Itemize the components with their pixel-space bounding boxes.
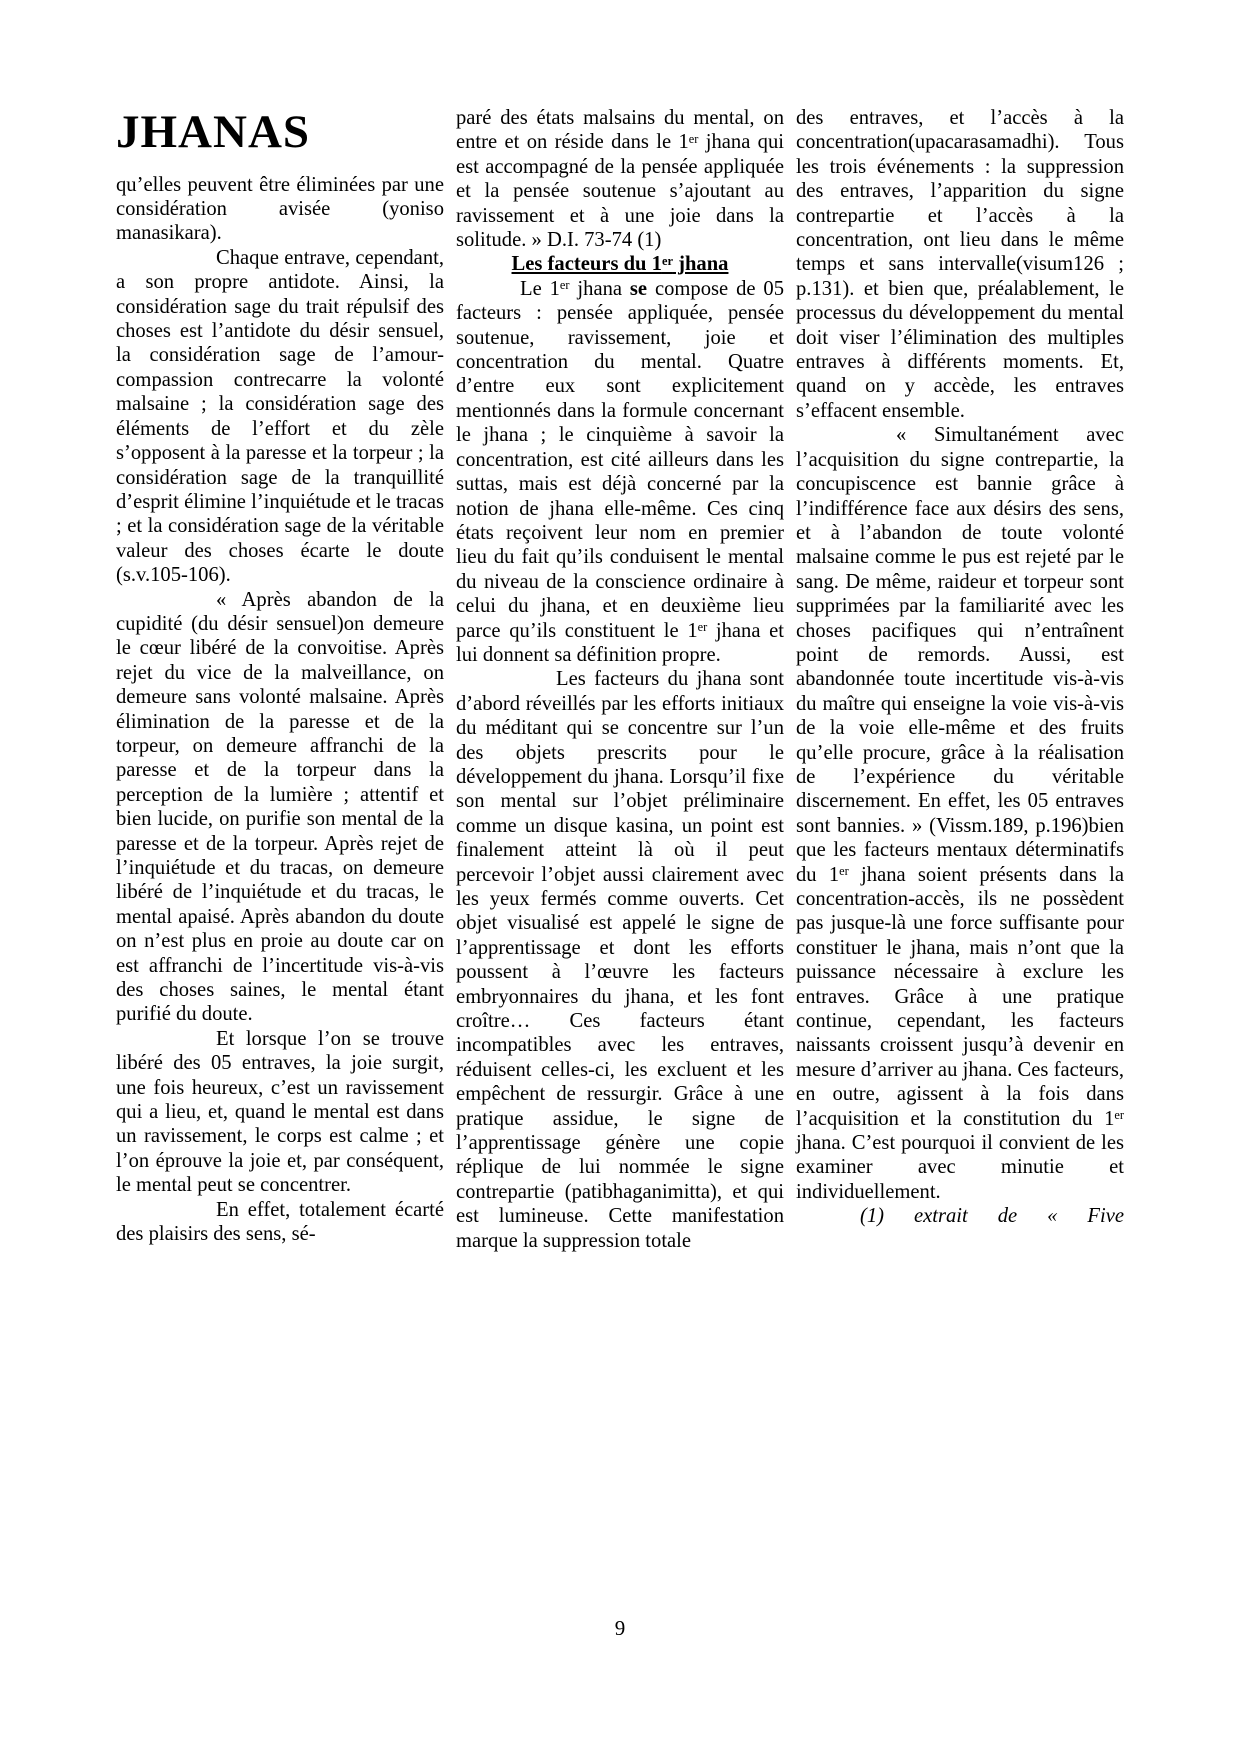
- paragraph: En effet, totalement écarté des plaisirs des sens, sé-: [116, 1198, 444, 1246]
- document-title: JHANAS: [116, 106, 311, 158]
- column-2: [456, 106, 784, 1253]
- paragraph: (1) extrait de « Five: [860, 1205, 1124, 1228]
- column-1: [116, 106, 444, 1253]
- superscript: er: [688, 131, 699, 146]
- superscript: er: [661, 253, 673, 268]
- paragraph: Et lorsque l’on se trouve libéré des 05 entraves, la joie surgit, une fois heureux, c’est un ravissement qui a lieu, et, quand le mental est dans un ravissement, le corps est calme ; et l’on éprouve la joie et, par conséquent, le mental peut se concentrer.: [116, 1027, 444, 1197]
- paragraph: qu’elles peuvent être éliminées par une considération avisée (yoniso manasikara).: [116, 173, 444, 245]
- paragraph: « Simultanément avec l’acquisition du signe contrepartie, la concupiscence est bannie grâce à l’indifférence face aux désirs des sens, et à l’abandon de toute volonté malsaine comme le pus est rejeté par le sang. De même, raideur et torpeur sont supprimées par la familiarité avec les choses pacifiques qui n’entraînent point de remords. Aussi, est abandonnée toute incertitude vis-à-vis du maître qui enseigne la voie vis-à-vis de la voie elle-même et des fruits qu’elle procure, grâce à la réalisation de l’expérience du véritable discernement. En effet, les 05 entraves sont bannies. » (Vissm.189, p.196)bien que les facteurs mentaux déterminatifs du 1er jhana soient présents dans la concentration-accès, ils ne possèdent pas jusque-là une force suffisante pour constituer le jhana, mais n’ont que la puissance nécessaire à exclure les entraves. Grâce à une pratique continue, cependant, les facteurs naissants croissent jusqu’à devenir en mesure d’arriver au jhana. Ces facteurs, en outre, agissent à la fois dans l’acquisition et la constitution du 1er jhana. C’est pourquoi il convient de les examiner avec minutie et individuellement.: [796, 424, 1125, 1203]
- superscript: er: [697, 619, 708, 634]
- paragraph: Chaque entrave, cependant, a son propre antidote. Ainsi, la considération sage du trait répulsif des choses est l’antidote du désir sensuel, la considération sage de l’amour-compassion contrecarre la volonté malsaine ; la considération sage des éléments de l’effort et du zèle s’opposent à la paresse et la torpeur ; la considération sage de la tranquillité d’esprit élimine l’inquiétude et le tracas ; et la considération sage de la véritable valeur des choses écarte le doute (s.v.105-106).: [116, 246, 444, 587]
- paragraph: Les facteurs du jhana sont d’abord réveillés par les efforts initiaux du méditant qui se concentre sur l’un des objets prescrits pour le développement du jhana. Lorsqu’il fixe son mental sur l’objet préliminaire comme un disque kasina, un point est finalement atteint là où il peut percevoir l’objet aussi clairement avec les yeux fermés comme ouverts. Cet objet visualisé est appelé le signe de l’apprentissage et dont les efforts poussent à l’œuvre les facteurs embryonnaires du jhana, et les font croître… Ces facteurs étant incompatibles avec les entraves, réduisent celles-ci, les excluent et les empêchent de ressurgir. Grâce à une pratique assidue, le signe de l’apprentissage génère une copie réplique de lui nommée le signe contrepartie (patibhaganimitta), et qui est lumineuse. Cette manifestation marque la suppression totale: [456, 668, 784, 1252]
- text-columns: [116, 106, 1126, 1253]
- superscript: er: [1114, 1108, 1124, 1123]
- paragraph: Le 1er jhana se compose de 05 facteurs : pensée appliquée, pensée soutenue, ravissement, joie et concentration du mental. Quatre d’entre eux sont explicitement mentionnés dans la formule concernant le jhana ; le cinquième à savoir la concentration, est cité ailleurs dans les suttas, mais est déjà concerné par la notion de jhana elle-même. Ces cinq états reçoivent leur nom en premier lieu du fait qu’ils conduisent le mental du niveau de la conscience ordinaire à celui du jhana, et en deuxième lieu parce qu’ils constituent le 1er jhana et lui donnent sa définition propre.: [456, 277, 784, 666]
- column-3: [796, 106, 1124, 1253]
- superscript: er: [559, 278, 570, 293]
- section-heading: Les facteurs du 1er jhana: [511, 253, 729, 276]
- paragraph: des entraves, et l’accès à la concentration(upacarasamadhi). Tous les trois événements : la suppression des entraves, l’apparition du signe contrepartie et l’accès à la concentration, ont lieu dans le même temps et sans intervalle(visum126 ; p.131). et bien que, préalablement, le processus du développement du mental doit viser l’élimination des multiples entraves à différents moments. Et, quand on y accède, les entraves s’effacent ensemble.: [796, 107, 1124, 422]
- page-number: 9: [614, 1616, 626, 1640]
- paragraph: paré des états malsains du mental, on entre et on réside dans le 1er jhana qui est accompagné de la pensée appliquée et la pensée soutenue s’ajoutant au ravissement et à une joie dans la solitude. » D.I. 73-74 (1): [456, 107, 784, 252]
- superscript: er: [839, 864, 849, 879]
- bold-run: se: [629, 277, 648, 300]
- paragraph: « Après abandon de la cupidité (du désir sensuel)on demeure le cœur libéré de la convoitise. Après rejet du vice de la malveillance, on demeure sans volonté malsaine. Après élimination de la paresse et de la torpeur, on demeure affranchi de la paresse et de la torpeur dans la perception de la lumière ; attentif et bien lucide, on purifie son mental de la paresse et de la torpeur. Après rejet de l’inquiétude et du tracas, on demeure libéré de l’inquiétude et du tracas, le mental apaisé. Après abandon du doute on n’est plus en proie au doute car on est affranchi de l’incertitude vis-à-vis des choses saines, le mental étant purifié du doute.: [116, 588, 444, 1026]
